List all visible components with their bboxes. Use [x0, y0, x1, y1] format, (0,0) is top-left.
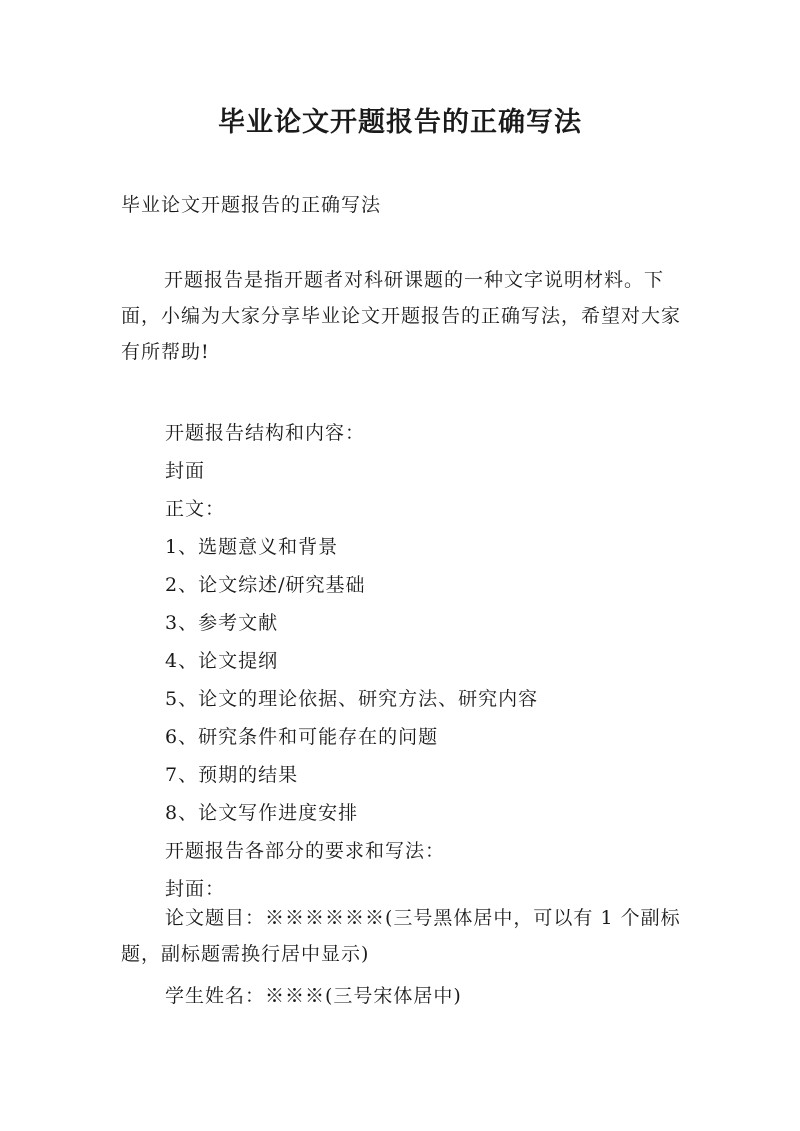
intro-text: 开题报告是指开题者对科研课题的一种文字说明材料。下面，小编为大家分享毕业论文开题报告的正确写法，希望对大家有所帮助!: [121, 269, 682, 363]
list-item: 8、论文写作进度安排: [165, 802, 359, 824]
line-cover: 封面: [165, 460, 206, 482]
document-title: 毕业论文开题报告的正确写法: [218, 107, 582, 138]
line-requirements-heading: 开题报告各部分的要求和写法：: [165, 840, 446, 862]
list-item: 5、论文的理论依据、研究方法、研究内容: [165, 688, 539, 710]
document-subtitle: 毕业论文开题报告的正确写法: [121, 194, 382, 216]
list-item: 4、论文提纲: [165, 650, 279, 672]
list-item: 3、参考文献: [165, 612, 279, 634]
student-name-paragraph: [121, 978, 691, 1014]
student-name-text: 学生姓名：※※※(三号宋体居中): [165, 985, 462, 1007]
content-lines: [165, 414, 725, 908]
list-item: 2、论文综述/研究基础: [165, 574, 366, 596]
thesis-title-paragraph: [121, 900, 691, 972]
thesis-title-text: 论文题目：※※※※※※(三号黑体居中，可以有 1 个副标题，副标题需换行居中显示): [121, 907, 681, 965]
line-body: 正文：: [165, 498, 226, 520]
line-structure-heading: 开题报告结构和内容：: [165, 422, 366, 444]
line-cover-heading: 封面：: [165, 878, 226, 900]
intro-paragraph: [121, 262, 691, 370]
list-item: 1、选题意义和背景: [165, 536, 339, 558]
list-item: 7、预期的结果: [165, 764, 299, 786]
list-item: 6、研究条件和可能存在的问题: [165, 726, 439, 748]
